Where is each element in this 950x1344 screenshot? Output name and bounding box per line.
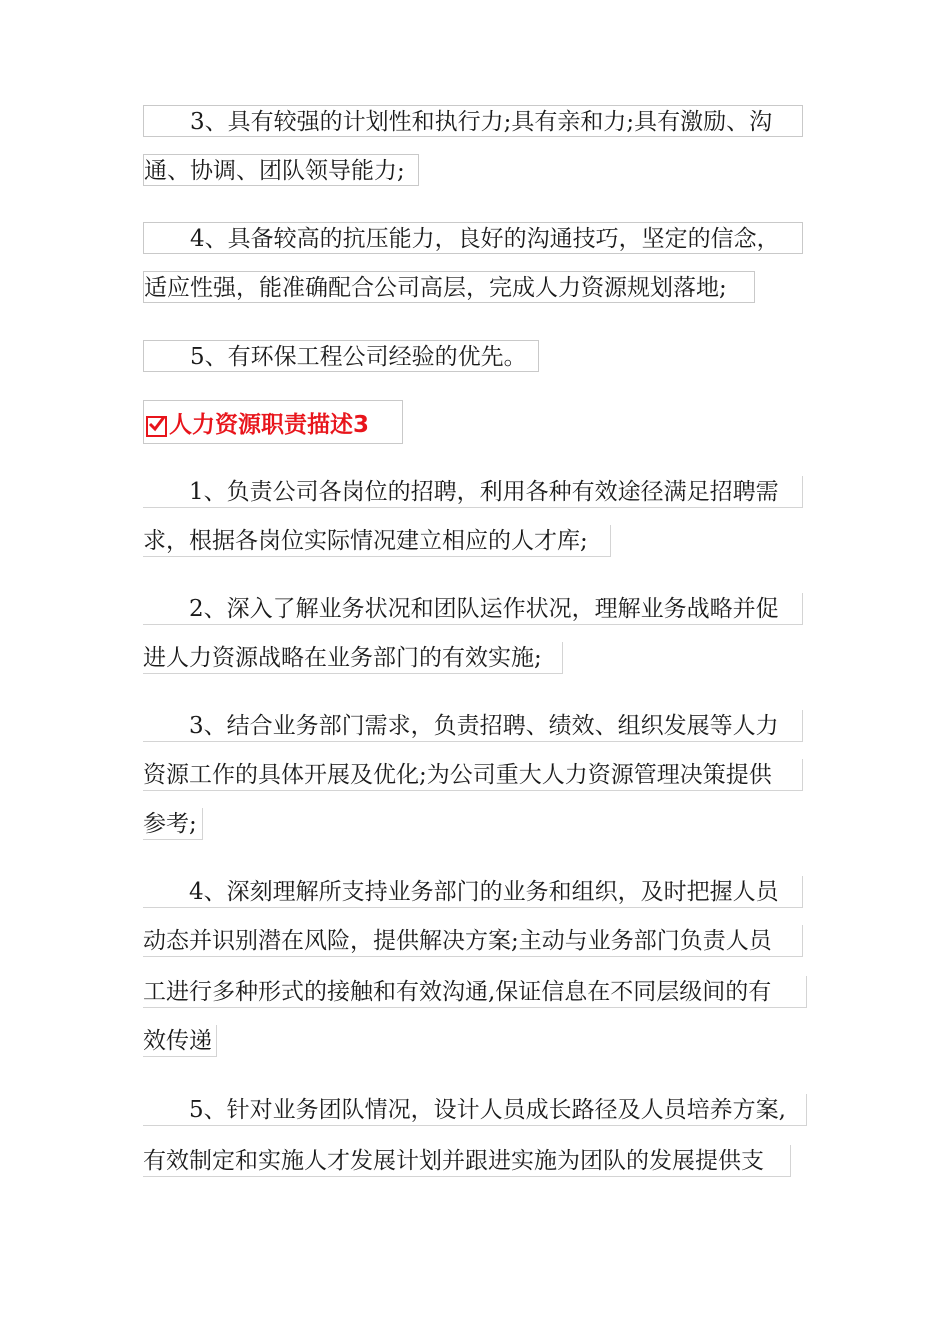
- paragraph-b3-line1: 3、结合业务部门需求，负责招聘、绩效、组织发展等人力: [143, 710, 803, 742]
- paragraph-b4-line1: 4、深刻理解所支持业务部门的业务和组织，及时把握人员: [143, 876, 803, 908]
- section-heading-text: 人力资源职责描述3: [169, 411, 370, 438]
- paragraph-b2-line1: 2、深入了解业务状况和团队运作状况，理解业务战略并促: [143, 593, 803, 625]
- paragraph-b2-line2: 进人力资源战略在业务部门的有效实施;: [143, 642, 563, 674]
- paragraph-b5-line2: 有效制定和实施人才发展计划并跟进实施为团队的发展提供支: [143, 1145, 791, 1177]
- paragraph-b4-line3: 工进行多种形式的接触和有效沟通,保证信息在不同层级间的有: [143, 976, 807, 1008]
- checkbox-checked-icon: [146, 416, 167, 437]
- paragraph-b1-line1: 1、负责公司各岗位的招聘，利用各种有效途径满足招聘需: [143, 476, 803, 508]
- paragraph-a4-line2: 适应性强，能准确配合公司高层，完成人力资源规划落地;: [143, 271, 755, 303]
- paragraph-a3-line2: 通、协调、团队领导能力;: [143, 154, 419, 186]
- paragraph-b3-line2: 资源工作的具体开展及优化;为公司重大人力资源管理决策提供: [143, 759, 803, 791]
- section-heading: [143, 400, 403, 444]
- paragraph-b4-line4: 效传递: [143, 1025, 217, 1057]
- paragraph-b3-line3: 参考;: [143, 808, 203, 840]
- paragraph-b5-line1: 5、针对业务团队情况，设计人员成长路径及人员培养方案,: [143, 1094, 807, 1126]
- paragraph-a4-line1: 4、具备较高的抗压能力，良好的沟通技巧，坚定的信念，: [143, 222, 803, 254]
- paragraph-b4-line2: 动态并识别潜在风险，提供解决方案;主动与业务部门负责人员: [143, 925, 803, 957]
- paragraph-b1-line2: 求，根据各岗位实际情况建立相应的人才库;: [143, 525, 611, 557]
- paragraph-a5-line1: 5、有环保工程公司经验的优先。: [143, 340, 539, 372]
- paragraph-a3-line1: 3、具有较强的计划性和执行力;具有亲和力;具有激励、沟: [143, 105, 803, 137]
